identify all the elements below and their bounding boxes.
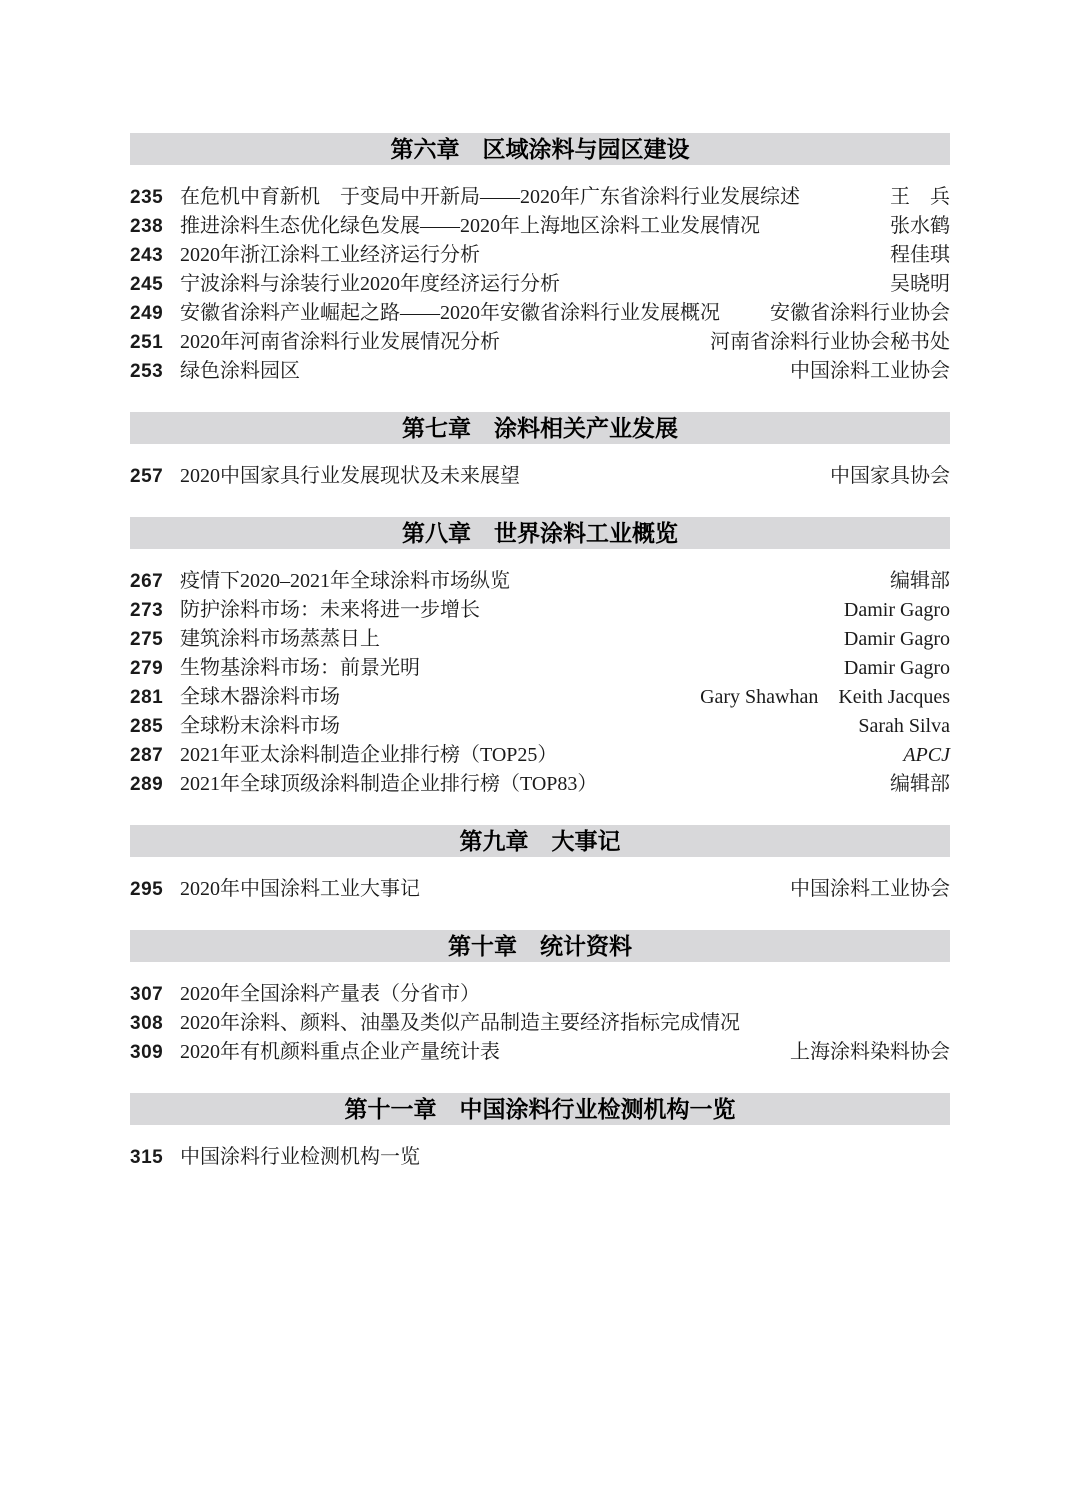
chapter-6-header: 第六章 区域涂料与园区建设 [130, 133, 950, 165]
entry-title: 全球粉末涂料市场 [180, 715, 340, 737]
toc-entry [130, 212, 950, 241]
entry-title: 中国涂料行业检测机构一览 [180, 1146, 420, 1168]
entry-title: 安徽省涂料产业崛起之路——2020年安徽省涂料行业发展概况 [180, 302, 720, 324]
entry-page-number: 257 [130, 466, 164, 487]
entry-page-number: 273 [130, 600, 164, 621]
chapter-8-section [130, 517, 950, 799]
entry-author: 中国涂料工业协会 [790, 878, 950, 900]
entry-author: Damir Gagro [843, 657, 950, 679]
chapter-11-section [130, 1093, 950, 1172]
entry-title: 2020年中国涂料工业大事记 [180, 878, 420, 900]
chapter-8-entries [130, 567, 950, 799]
entry-page-number: 249 [130, 303, 164, 324]
toc-entry [130, 462, 950, 491]
entry-title: 2020年全国涂料产量表（分省市） [180, 983, 480, 1005]
entry-author: 程佳琪 [890, 244, 950, 266]
entry-page-number: 289 [130, 774, 164, 795]
entry-author: APCJ [903, 744, 950, 766]
entry-title: 疫情下2020–2021年全球涂料市场纵览 [180, 570, 510, 592]
chapter-6-entries [130, 183, 950, 386]
entry-title: 全球木器涂料市场 [180, 686, 340, 708]
toc-entry [130, 770, 950, 799]
entry-page-number: 285 [130, 716, 164, 737]
entry-title: 2020年河南省涂料行业发展情况分析 [180, 331, 500, 353]
toc-entry [130, 596, 950, 625]
toc-entry [130, 241, 950, 270]
toc-entry [130, 625, 950, 654]
entry-title: 2020年有机颜料重点企业产量统计表 [180, 1041, 500, 1063]
entry-author: 河南省涂料行业协会秘书处 [710, 331, 950, 353]
toc-entry [130, 299, 950, 328]
entry-title: 2020年涂料、颜料、油墨及类似产品制造主要经济指标完成情况 [180, 1012, 740, 1034]
chapter-9-entries [130, 875, 950, 904]
entry-page-number: 275 [130, 629, 164, 650]
chapter-10-entries [130, 980, 950, 1067]
entry-author: Gary Shawhan Keith Jacques [700, 686, 950, 708]
entry-page-number: 245 [130, 274, 164, 295]
entry-title: 在危机中育新机 于变局中开新局——2020年广东省涂料行业发展综述 [180, 186, 800, 208]
chapter-9-header: 第九章 大事记 [130, 825, 950, 857]
entry-page-number: 315 [130, 1147, 164, 1168]
toc-entry [130, 183, 950, 212]
toc-entry [130, 683, 950, 712]
toc-entry [130, 567, 950, 596]
toc-entry [130, 328, 950, 357]
entry-page-number: 279 [130, 658, 164, 679]
entry-title: 2020中国家具行业发展现状及未来展望 [180, 465, 520, 487]
entry-page-number: 251 [130, 332, 164, 353]
entry-title: 2021年亚太涂料制造企业排行榜（TOP25） [180, 744, 558, 766]
entry-page-number: 267 [130, 571, 164, 592]
chapter-7-header: 第七章 涂料相关产业发展 [130, 412, 950, 444]
chapter-9-section [130, 825, 950, 904]
chapter-8-header: 第八章 世界涂料工业概览 [130, 517, 950, 549]
entry-author: 王 兵 [890, 186, 950, 208]
entry-title: 绿色涂料园区 [180, 360, 300, 382]
entry-page-number: 287 [130, 745, 164, 766]
chapter-6-section [130, 133, 950, 386]
entry-title: 生物基涂料市场：前景光明 [180, 657, 420, 679]
toc-entry [130, 1038, 950, 1067]
entry-author: 编辑部 [890, 570, 950, 592]
entry-title: 宁波涂料与涂装行业2020年度经济运行分析 [180, 273, 560, 295]
entry-title: 2020年浙江涂料工业经济运行分析 [180, 244, 480, 266]
entry-title: 推进涂料生态优化绿色发展——2020年上海地区涂料工业发展情况 [180, 215, 760, 237]
entry-page-number: 238 [130, 216, 164, 237]
entry-title: 防护涂料市场：未来将进一步增长 [180, 599, 480, 621]
entry-author: Sarah Silva [858, 715, 950, 737]
chapter-11-entries [130, 1143, 950, 1172]
entry-page-number: 307 [130, 984, 164, 1005]
toc-entry [130, 980, 950, 1009]
entry-page-number: 235 [130, 187, 164, 208]
entry-author: 安徽省涂料行业协会 [770, 302, 950, 324]
toc-entry [130, 654, 950, 683]
entry-page-number: 309 [130, 1042, 164, 1063]
entry-author: 张水鹤 [890, 215, 950, 237]
toc-entry [130, 1009, 950, 1038]
entry-author: Damir Gagro [843, 599, 950, 621]
chapter-7-section [130, 412, 950, 491]
toc-entry [130, 1143, 950, 1172]
toc-entry [130, 741, 950, 770]
entry-author: 中国涂料工业协会 [790, 360, 950, 382]
toc-entry [130, 712, 950, 741]
entry-author: 吴晓明 [890, 273, 950, 295]
entry-title: 建筑涂料市场蒸蒸日上 [180, 628, 380, 650]
entry-page-number: 253 [130, 361, 164, 382]
entry-author: 上海涂料染料协会 [790, 1041, 950, 1063]
chapter-11-header: 第十一章 中国涂料行业检测机构一览 [130, 1093, 950, 1125]
entry-title: 2021年全球顶级涂料制造企业排行榜（TOP83） [180, 773, 598, 795]
toc-entry [130, 875, 950, 904]
entry-page-number: 308 [130, 1013, 164, 1034]
entry-author: 中国家具协会 [830, 465, 950, 487]
toc-entry [130, 357, 950, 386]
entry-page-number: 295 [130, 879, 164, 900]
entry-author: 编辑部 [890, 773, 950, 795]
chapter-7-entries [130, 462, 950, 491]
entry-page-number: 243 [130, 245, 164, 266]
toc-entry [130, 270, 950, 299]
chapter-10-header: 第十章 统计资料 [130, 930, 950, 962]
entry-page-number: 281 [130, 687, 164, 708]
chapter-10-section [130, 930, 950, 1067]
entry-author: Damir Gagro [843, 628, 950, 650]
